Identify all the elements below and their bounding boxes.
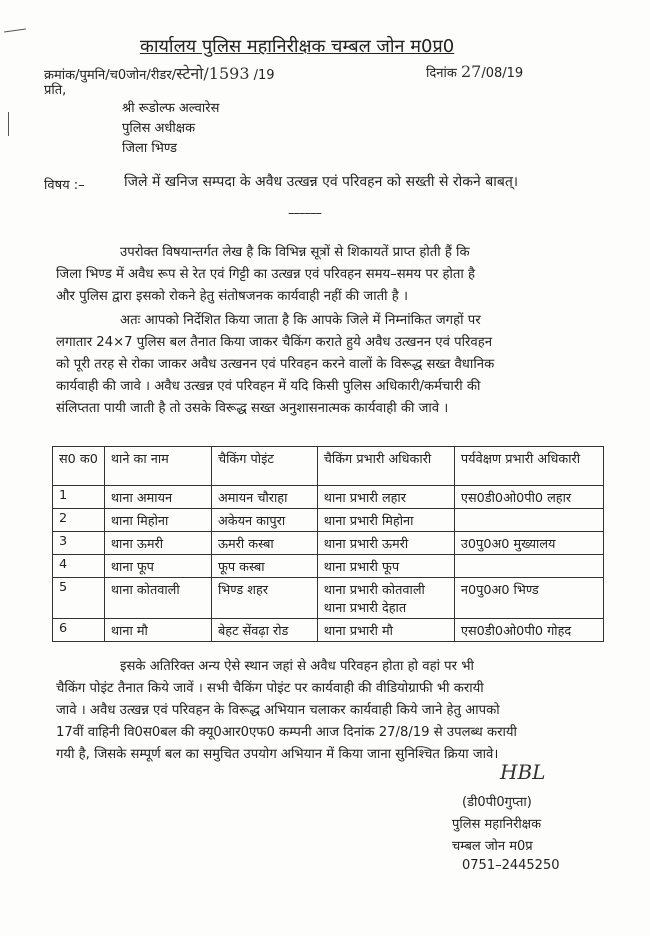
date-day-handwritten: 27 <box>460 62 482 81</box>
paragraph-directive <box>56 310 599 420</box>
handwritten-signature: HBL <box>500 760 546 784</box>
paragraph-line: जावे । अवैध उत्खन्न एवं परिवहन के विरूद्ध अभियान चलाकर कार्यवाही किये जाने हेतु आपको <box>56 703 500 718</box>
cell-officer <box>317 578 454 619</box>
margin-pen-mark <box>4 28 26 32</box>
cell-station: थाना ऊमरी <box>104 532 211 555</box>
separator-dashes: –––––– <box>288 206 321 221</box>
cell-officer-line: थाना प्रभारी देहात <box>323 601 407 616</box>
letter-date <box>426 62 523 81</box>
column-header-checking-point: चैकिंग पोइंट <box>211 447 317 486</box>
cell-checking-point: बेहट सेंवढ़ा रोड <box>211 619 317 642</box>
subject-label: विषय :– <box>44 178 85 193</box>
cell-officer: थाना प्रभारी फूप <box>317 555 454 578</box>
column-header-station: थाने का नाम <box>104 447 211 486</box>
paragraph-line: संलिप्तता पायी जाती है तो उसके विरूद्ध सख्त अनुशासनात्मक कार्यवाही की जावे । <box>56 401 449 416</box>
cell-station: थाना मौ <box>104 619 211 642</box>
cell-supervisor <box>454 555 603 578</box>
paragraph-line: अतः आपको निर्देशित किया जाता है कि आपके जिले में निम्नांकित जगहों पर <box>120 313 481 328</box>
signatory-zone: चम्बल जोन म0प्र <box>452 839 533 854</box>
addressee-name: श्री रूडोल्फ अल्वारेस <box>122 101 220 116</box>
cell-checking-point: अकेयन कापुरा <box>211 509 317 532</box>
cell-checking-point: फूप कस्बा <box>211 555 317 578</box>
column-header-checking-officer: चैकिंग प्रभारी अधिकारी <box>317 447 454 486</box>
paragraph-line: कार्यवाही की जावे । अवैध उत्खन्न एवं परिवहन में यदि किसी पुलिस अधिकारी/कर्मचारी की <box>56 379 481 394</box>
reference-handwritten: स्टेनो/1593 <box>176 64 250 83</box>
office-title: कार्यालय पुलिस महानिरीक्षक चम्बल जोन म0प्र0 <box>140 36 455 57</box>
cell-serial: 6 <box>53 619 105 642</box>
paragraph-line: इसके अतिरिक्त अन्य ऐसे स्थान जहां से अवैध परिवहन होता हो वहां पर भी <box>120 659 474 674</box>
checking-points-table <box>52 446 604 642</box>
paragraph-line: को पूरी तरह से रोका जाकर अवैध उत्खनन एवं परिवहन करने वालों के विरूद्ध सख्त वैधानिक <box>56 357 495 372</box>
column-header-serial: स0 क0 <box>53 447 105 486</box>
table-header-row <box>53 447 604 486</box>
table-row <box>53 532 604 555</box>
cell-serial: 1 <box>53 486 105 509</box>
cell-officer: थाना प्रभारी लहार <box>317 486 454 509</box>
cell-serial: 3 <box>53 532 105 555</box>
cell-station: थाना मिहोना <box>104 509 211 532</box>
cell-officer-line: थाना प्रभारी कोतवाली <box>323 583 425 598</box>
table-row <box>53 509 604 532</box>
prati-label: प्रति, <box>44 83 67 98</box>
table-row <box>53 619 604 642</box>
cell-serial: 2 <box>53 509 105 532</box>
cell-serial: 4 <box>53 555 105 578</box>
addressee-district: जिला भिण्ड <box>122 141 177 156</box>
cell-serial: 5 <box>53 578 105 619</box>
paragraph-line: उपरोक्त विषयान्तर्गत लेख है कि विभिन्न सूत्रों से शिकायतें प्राप्त होती हैं कि <box>120 245 470 260</box>
cell-supervisor: न0पु0अ0 भिण्ड <box>454 578 603 619</box>
paragraph-line: चैकिंग पोइंट तैनात किये जावें । सभी चैकिंग पोइंट पर कार्यवाही की वीडियोग्राफी भी करायी <box>56 681 484 696</box>
paragraph-line: गयी है, जिसके सम्पूर्ण बल का समुचित उपयोग अभियान में किया जाना सुनिश्चित क्रिया जावे। <box>56 747 499 762</box>
paragraph-line: 17वीं वाहिनी वि0स0बल की क्यू0आर0एफ0 कम्पनी आज दिनांक 27/8/19 से उपलब्ध करायी <box>56 725 517 740</box>
cell-checking-point: अमायन चौराहा <box>211 486 317 509</box>
cell-supervisor: एस0डी0ओ0पी0 गोहद <box>454 619 603 642</box>
margin-pen-mark <box>8 112 9 136</box>
table-row <box>53 578 604 619</box>
date-month-year: /08/19 <box>481 66 524 81</box>
reference-prefix: क्रमांक/पुमनि/च0जोन/रीडर/ <box>44 68 177 83</box>
cell-station: थाना फूप <box>104 555 211 578</box>
subject-text: जिले में खनिज सम्पदा के अवैध उत्खन्न एवं परिवहन को सख्ती से रोकने बाबत्। <box>124 174 519 190</box>
cell-station: थाना कोतवाली <box>104 578 211 619</box>
signatory-phone: 0751–2445250 <box>462 858 560 873</box>
cell-officer: थाना प्रभारी ऊमरी <box>317 532 454 555</box>
paragraph-line: जिला भिण्ड में अवैध रूप से रेत एवं गिट्टी का उत्खन्न एवं परिवहन समय–समय पर होता है <box>56 267 476 282</box>
paragraph-line: लगातार 24×7 पुलिस बल तैनात किया जाकर चैकिंग कराते हुये अवैध उत्खनन एवं परिवहन <box>56 335 493 350</box>
paragraph-line: और पुलिस द्वारा इसको रोकने हेतु संतोषजनक कार्यवाही नहीं की जाती है । <box>56 289 408 304</box>
table-row <box>53 486 604 509</box>
column-header-supervising-officer: पर्यवेक्षण प्रभारी अधिकारी <box>454 447 603 486</box>
cell-officer: थाना प्रभारी मिहोना <box>317 509 454 532</box>
cell-supervisor: एस0डी0ओ0पी0 लहार <box>454 486 603 509</box>
cell-checking-point: ऊमरी कस्बा <box>211 532 317 555</box>
reference-year: /19 <box>253 68 275 83</box>
signatory-designation: पुलिस महानिरीक्षक <box>452 817 542 832</box>
date-label: दिनांक <box>426 66 457 81</box>
reference-number <box>44 62 275 84</box>
cell-supervisor <box>454 509 603 532</box>
cell-checking-point: भिण्ड शहर <box>211 578 317 619</box>
addressee-designation: पुलिस अधीक्षक <box>122 121 196 136</box>
paragraph-complaint <box>56 242 599 308</box>
signatory-name: (डी0पी0गुप्ता) <box>462 795 532 810</box>
cell-supervisor: उ0पु0अ0 मुख्यालय <box>454 532 603 555</box>
table-row <box>53 555 604 578</box>
cell-officer: थाना प्रभारी मौ <box>317 619 454 642</box>
cell-station: थाना अमायन <box>104 486 211 509</box>
paragraph-additional <box>56 656 599 766</box>
